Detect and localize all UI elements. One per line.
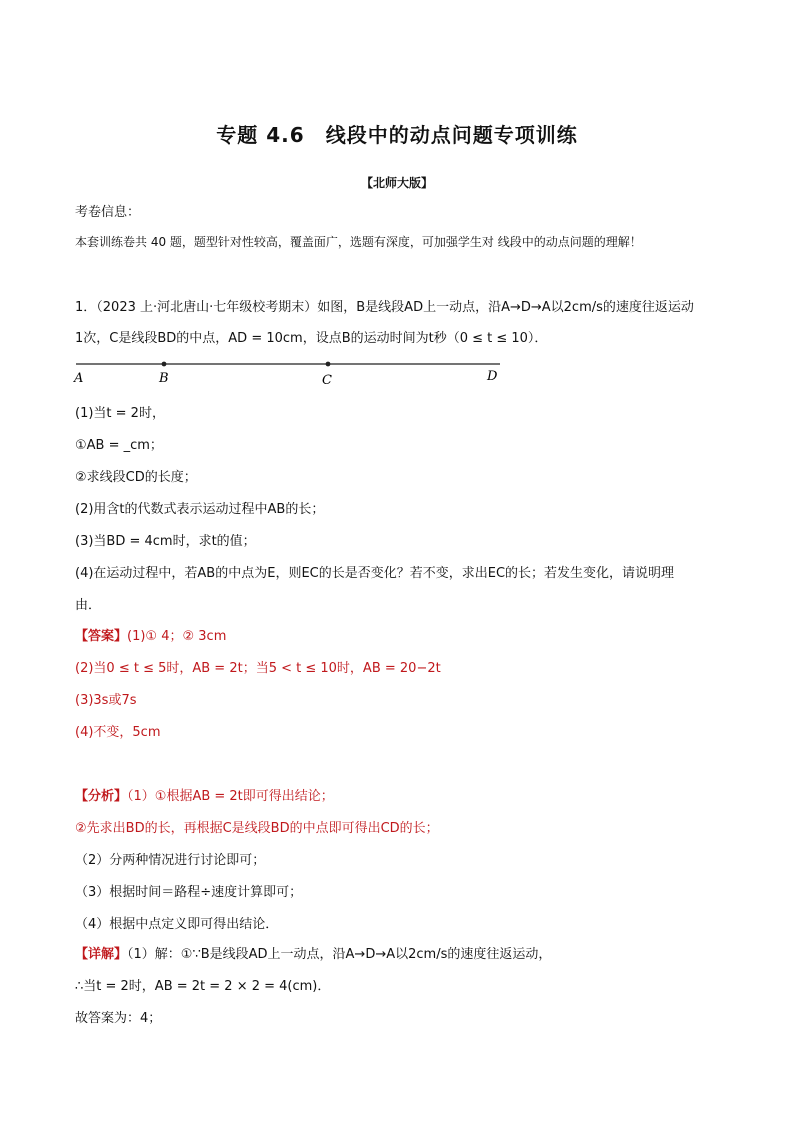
answer-line-3: (3)3s或7s xyxy=(75,693,137,708)
part-3: (3)当BD = 4cm时，求t的值； xyxy=(75,534,256,549)
segment-svg xyxy=(72,356,512,392)
answer-tag: 【答案】 xyxy=(75,629,128,644)
detail-text-1: （1）解：①∵B是线段AD上一动点，沿A→D→A以2cm/s的速度往返运动， xyxy=(127,947,552,962)
answer-line-4: (4)不变，5cm xyxy=(75,725,161,740)
analysis-line-4: （3）根据时间＝路程÷速度计算即可； xyxy=(75,885,303,900)
segment-diagram xyxy=(72,356,512,392)
part-1: (1)当t = 2时， xyxy=(75,406,165,421)
analysis-line-1 xyxy=(75,785,334,804)
page-title: 专题 4.6 线段中的动点问题专项训练 xyxy=(216,123,578,147)
part-4: (4)在运动过程中，若AB的中点为E，则EC的长是否变化？若不变，求出EC的长；若发生变化，请说明理 xyxy=(75,566,675,581)
point-d-label: D xyxy=(487,369,498,384)
analysis-tag: 【分析】 xyxy=(75,789,128,804)
question-line-1: 1．（2023 上·河北唐山·七年级校考期末）如图，B是线段AD上一动点，沿A→D→A以2cm/s的速度往返运动 xyxy=(75,300,694,315)
point-b-label: B xyxy=(159,371,169,386)
part-4-cont: 由． xyxy=(75,598,102,613)
part-2: (2)用含t的代数式表示运动过程中AB的长； xyxy=(75,502,325,517)
analysis-line-5: （4）根据中点定义即可得出结论． xyxy=(75,917,279,932)
question-line-2: 1次，C是线段BD的中点，AD = 10cm，设点B的运动时间为t秒（0 ≤ t ≤ 10）． xyxy=(75,331,548,346)
point-c-dot xyxy=(326,362,331,367)
point-a-label: A xyxy=(74,371,84,386)
info-label: 考卷信息： xyxy=(75,205,141,220)
part-1-1: ①AB = _cm； xyxy=(75,438,163,453)
detail-line-3: 故答案为：4； xyxy=(75,1011,162,1026)
analysis-line-2: ②先求出BD的长，再根据C是线段BD的中点即可得出CD的长； xyxy=(75,821,439,836)
answer-text-1: (1)① 4；② 3cm xyxy=(127,629,227,644)
analysis-text-1: （1）①根据AB = 2t即可得出结论； xyxy=(127,789,334,804)
answer-line-1 xyxy=(75,625,226,644)
detail-line-1 xyxy=(75,943,551,962)
detail-line-2: ∴当t = 2时，AB = 2t = 2 × 2 = 4(cm)． xyxy=(75,979,331,994)
info-description: 本套训练卷共 40 题，题型针对性较高，覆盖面广，选题有深度，可加强学生对 线段中的动点问题的理解！ xyxy=(75,235,642,249)
point-c-label: C xyxy=(322,373,332,388)
edition-label: 【北师大版】 xyxy=(360,176,433,190)
answer-line-2: (2)当0 ≤ t ≤ 5时，AB = 2t；当5 < t ≤ 10时，AB = 20−2t xyxy=(75,661,441,676)
part-1-2: ②求线段CD的长度； xyxy=(75,470,197,485)
detail-tag: 【详解】 xyxy=(75,947,128,962)
analysis-line-3: （2）分两种情况进行讨论即可； xyxy=(75,853,266,868)
point-b-dot xyxy=(162,362,167,367)
